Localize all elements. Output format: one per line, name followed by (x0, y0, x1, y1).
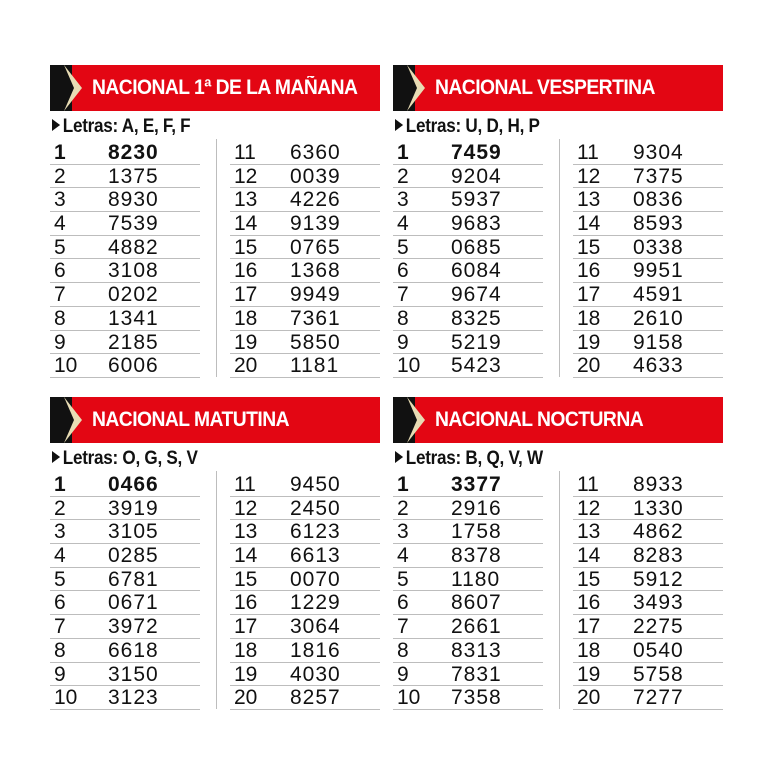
result-row (393, 639, 543, 663)
column-divider (216, 471, 217, 709)
panel-nacional-primera-manana (50, 65, 380, 385)
panel-header (50, 65, 380, 111)
winning-number: 7539 (108, 212, 159, 236)
result-row (230, 568, 380, 592)
result-row (393, 141, 543, 165)
result-row (50, 568, 200, 592)
chevron-inner (64, 65, 74, 111)
position-number: 1 (54, 473, 66, 496)
winning-number: 3972 (108, 615, 159, 639)
result-row (393, 283, 543, 307)
position-number: 9 (54, 662, 66, 686)
position-number: 19 (234, 330, 258, 354)
result-row (230, 236, 380, 260)
result-row (50, 544, 200, 568)
result-row (50, 259, 200, 283)
position-number: 14 (577, 212, 601, 236)
position-number: 5 (54, 567, 66, 591)
result-row (393, 615, 543, 639)
winning-number: 4030 (290, 662, 341, 686)
position-number: 11 (234, 141, 256, 164)
result-row (230, 259, 380, 283)
result-row (393, 520, 543, 544)
position-number: 17 (577, 615, 601, 639)
winning-number: 0338 (633, 235, 684, 259)
winning-number: 0466 (108, 473, 159, 496)
position-number: 5 (54, 235, 66, 259)
result-row (50, 236, 200, 260)
winning-number: 6360 (290, 141, 341, 164)
winning-number: 6618 (108, 638, 159, 662)
position-number: 13 (577, 520, 601, 544)
result-row (230, 307, 380, 331)
result-row (230, 615, 380, 639)
winning-number: 4862 (633, 520, 684, 544)
winning-number: 0671 (108, 591, 159, 615)
position-number: 2 (397, 164, 409, 188)
result-row (230, 165, 380, 189)
results-column (50, 141, 200, 378)
column-divider (559, 471, 560, 709)
result-row (230, 663, 380, 687)
letras-value: O, G, S, V (122, 448, 198, 469)
result-row (573, 615, 723, 639)
result-row (230, 639, 380, 663)
result-row (393, 473, 543, 497)
result-row (393, 188, 543, 212)
result-row (230, 354, 380, 378)
position-number: 17 (234, 283, 258, 307)
winning-number: 5423 (451, 354, 502, 378)
winning-number: 1375 (108, 164, 159, 188)
result-row (230, 473, 380, 497)
winning-number: 3108 (108, 259, 159, 283)
winning-number: 7459 (451, 141, 502, 164)
position-number: 1 (54, 141, 66, 164)
position-number: 11 (577, 473, 599, 496)
result-row (230, 141, 380, 165)
position-number: 13 (234, 188, 258, 212)
result-row (230, 283, 380, 307)
result-row (573, 165, 723, 189)
result-row (573, 212, 723, 236)
position-number: 18 (577, 306, 601, 330)
winning-number: 9204 (451, 164, 502, 188)
position-number: 16 (234, 591, 258, 615)
position-number: 18 (234, 306, 258, 330)
result-row (573, 686, 723, 710)
position-number: 9 (397, 662, 409, 686)
result-row (50, 354, 200, 378)
winning-number: 8933 (633, 473, 684, 496)
position-number: 8 (54, 306, 66, 330)
result-row (393, 686, 543, 710)
winning-number: 8607 (451, 591, 502, 615)
results-column (393, 141, 543, 378)
panel-nacional-vespertina (393, 65, 723, 385)
result-row (393, 497, 543, 521)
triangle-arrow-icon (52, 119, 60, 131)
result-row (573, 520, 723, 544)
result-row (573, 497, 723, 521)
triangle-arrow-icon (395, 451, 403, 463)
position-number: 5 (397, 235, 409, 259)
result-row (393, 259, 543, 283)
result-row (50, 663, 200, 687)
letras-label: Letras: (62, 116, 118, 137)
winning-number: 8325 (451, 306, 502, 330)
position-number: 10 (54, 354, 78, 378)
winning-number: 9674 (451, 283, 502, 307)
position-number: 13 (234, 520, 258, 544)
result-row (50, 283, 200, 307)
results-column (230, 473, 380, 710)
position-number: 3 (397, 188, 409, 212)
result-row (230, 497, 380, 521)
winning-number: 3123 (108, 686, 159, 710)
position-number: 6 (54, 259, 66, 283)
position-number: 20 (234, 354, 258, 378)
position-number: 20 (577, 686, 601, 710)
result-row (50, 473, 200, 497)
position-number: 4 (397, 544, 409, 568)
winning-number: 4591 (633, 283, 684, 307)
position-number: 12 (234, 496, 258, 520)
results-column (573, 473, 723, 710)
panel-title: NACIONAL VESPERTINA (435, 76, 655, 99)
result-row (230, 188, 380, 212)
letras-label: Letras: (405, 116, 461, 137)
winning-number: 1816 (290, 638, 341, 662)
winning-number: 7358 (451, 686, 502, 710)
position-number: 15 (577, 567, 601, 591)
result-row (573, 473, 723, 497)
result-row (230, 331, 380, 355)
result-row (573, 236, 723, 260)
position-number: 6 (54, 591, 66, 615)
winning-number: 3493 (633, 591, 684, 615)
result-row (393, 354, 543, 378)
position-number: 20 (577, 354, 601, 378)
position-number: 2 (54, 164, 66, 188)
result-row (573, 141, 723, 165)
winning-number: 1180 (451, 567, 501, 591)
position-number: 18 (577, 638, 601, 662)
panel-nacional-matutina (50, 397, 380, 717)
result-row (50, 212, 200, 236)
position-number: 14 (577, 544, 601, 568)
position-number: 7 (54, 615, 66, 639)
panel-title: NACIONAL MATUTINA (92, 408, 290, 431)
position-number: 7 (54, 283, 66, 307)
position-number: 8 (54, 638, 66, 662)
winning-number: 5937 (451, 188, 502, 212)
position-number: 15 (234, 235, 258, 259)
panel-header (393, 65, 723, 111)
triangle-arrow-icon (52, 451, 60, 463)
result-row (573, 639, 723, 663)
winning-number: 0765 (290, 235, 341, 259)
position-number: 2 (397, 496, 409, 520)
winning-number: 2185 (108, 330, 159, 354)
result-row (50, 686, 200, 710)
position-number: 12 (577, 496, 601, 520)
winning-number: 2916 (451, 496, 502, 520)
winning-number: 9304 (633, 141, 684, 164)
winning-number: 0070 (290, 567, 341, 591)
position-number: 1 (397, 141, 409, 164)
winning-number: 9139 (290, 212, 341, 236)
position-number: 17 (577, 283, 601, 307)
letras-line (52, 115, 190, 139)
winning-number: 9683 (451, 212, 502, 236)
position-number: 8 (397, 638, 409, 662)
result-row (50, 331, 200, 355)
result-row (393, 307, 543, 331)
position-number: 20 (234, 686, 258, 710)
result-row (50, 520, 200, 544)
winning-number: 5850 (290, 330, 341, 354)
result-row (50, 188, 200, 212)
result-row (50, 639, 200, 663)
result-row (393, 331, 543, 355)
result-row (393, 212, 543, 236)
letras-line (52, 447, 198, 471)
winning-number: 5758 (633, 662, 684, 686)
winning-number: 5219 (451, 330, 502, 354)
result-row (573, 544, 723, 568)
letras-value: A, E, F, F (121, 116, 191, 137)
result-row (230, 591, 380, 615)
winning-number: 0836 (633, 188, 684, 212)
result-row (393, 236, 543, 260)
result-row (573, 259, 723, 283)
results-column (50, 473, 200, 710)
letras-value: B, Q, V, W (465, 448, 543, 469)
result-row (50, 591, 200, 615)
position-number: 14 (234, 212, 258, 236)
winning-number: 6613 (290, 544, 341, 568)
position-number: 10 (397, 686, 421, 710)
result-row (230, 520, 380, 544)
position-number: 10 (54, 686, 78, 710)
position-number: 12 (234, 164, 258, 188)
winning-number: 0540 (633, 638, 684, 662)
winning-number: 7831 (451, 662, 502, 686)
winning-number: 8257 (290, 686, 341, 710)
result-row (50, 497, 200, 521)
winning-number: 7375 (633, 164, 684, 188)
result-row (393, 165, 543, 189)
winning-number: 8230 (108, 141, 159, 164)
position-number: 10 (397, 354, 421, 378)
position-number: 12 (577, 164, 601, 188)
chevron-inner (407, 397, 417, 443)
column-divider (559, 139, 560, 377)
results-column (230, 141, 380, 378)
position-number: 15 (234, 567, 258, 591)
chevron-inner (64, 397, 74, 443)
position-number: 7 (397, 283, 409, 307)
position-number: 3 (397, 520, 409, 544)
result-row (50, 307, 200, 331)
result-row (573, 307, 723, 331)
result-row (393, 544, 543, 568)
winning-number: 0685 (451, 235, 502, 259)
chevron-inner (407, 65, 417, 111)
winning-number: 6123 (290, 520, 341, 544)
panel-nacional-nocturna (393, 397, 723, 717)
position-number: 6 (397, 259, 409, 283)
letras-label: Letras: (405, 448, 461, 469)
result-row (573, 331, 723, 355)
position-number: 7 (397, 615, 409, 639)
winning-number: 5912 (633, 567, 684, 591)
panel-header (393, 397, 723, 443)
winning-number: 2450 (290, 496, 341, 520)
winning-number: 6084 (451, 259, 502, 283)
winning-number: 1758 (451, 520, 502, 544)
position-number: 11 (234, 473, 256, 496)
winning-number: 1368 (290, 259, 341, 283)
position-number: 19 (234, 662, 258, 686)
position-number: 15 (577, 235, 601, 259)
winning-number: 3377 (451, 473, 502, 496)
result-row (573, 188, 723, 212)
position-number: 9 (54, 330, 66, 354)
result-row (573, 568, 723, 592)
position-number: 6 (397, 591, 409, 615)
winning-number: 3064 (290, 615, 341, 639)
result-row (50, 141, 200, 165)
position-number: 4 (54, 544, 66, 568)
position-number: 13 (577, 188, 601, 212)
winning-number: 8593 (633, 212, 684, 236)
winning-number: 2610 (633, 306, 684, 330)
winning-number: 1341 (108, 306, 159, 330)
position-number: 2 (54, 496, 66, 520)
winning-number: 2661 (451, 615, 502, 639)
position-number: 3 (54, 188, 66, 212)
winning-number: 6781 (108, 567, 159, 591)
winning-number: 4882 (108, 235, 159, 259)
position-number: 5 (397, 567, 409, 591)
result-row (573, 283, 723, 307)
position-number: 4 (397, 212, 409, 236)
letras-line (395, 115, 540, 139)
letras-label: Letras: (62, 448, 118, 469)
winning-number: 8313 (451, 638, 502, 662)
result-row (230, 544, 380, 568)
winning-number: 4633 (633, 354, 684, 378)
winning-number: 0285 (108, 544, 159, 568)
result-row (573, 591, 723, 615)
winning-number: 1229 (290, 591, 341, 615)
position-number: 18 (234, 638, 258, 662)
result-row (393, 568, 543, 592)
result-row (230, 212, 380, 236)
winning-number: 9949 (290, 283, 341, 307)
winning-number: 3150 (108, 662, 159, 686)
letras-line (395, 447, 543, 471)
letras-value: U, D, H, P (465, 116, 540, 137)
position-number: 8 (397, 306, 409, 330)
winning-number: 1330 (633, 496, 684, 520)
triangle-arrow-icon (395, 119, 403, 131)
result-row (393, 591, 543, 615)
position-number: 3 (54, 520, 66, 544)
winning-number: 9951 (633, 259, 684, 283)
results-column (393, 473, 543, 710)
panel-title: NACIONAL 1ª DE LA MAÑANA (92, 76, 358, 99)
result-row (230, 686, 380, 710)
position-number: 16 (234, 259, 258, 283)
winning-number: 0039 (290, 164, 341, 188)
panel-header (50, 397, 380, 443)
panel-title: NACIONAL NOCTURNA (435, 408, 644, 431)
position-number: 9 (397, 330, 409, 354)
result-row (573, 354, 723, 378)
position-number: 17 (234, 615, 258, 639)
winning-number: 9158 (633, 330, 684, 354)
result-row (393, 663, 543, 687)
winning-number: 8283 (633, 544, 684, 568)
position-number: 14 (234, 544, 258, 568)
results-column (573, 141, 723, 378)
result-row (573, 663, 723, 687)
position-number: 19 (577, 330, 601, 354)
position-number: 19 (577, 662, 601, 686)
result-row (50, 165, 200, 189)
position-number: 4 (54, 212, 66, 236)
winning-number: 2275 (633, 615, 684, 639)
column-divider (216, 139, 217, 377)
winning-number: 6006 (108, 354, 159, 378)
winning-number: 7277 (633, 686, 684, 710)
winning-number: 3919 (108, 496, 159, 520)
winning-number: 0202 (108, 283, 159, 307)
position-number: 11 (577, 141, 599, 164)
winning-number: 3105 (108, 520, 159, 544)
winning-number: 8378 (451, 544, 502, 568)
winning-number: 8930 (108, 188, 159, 212)
winning-number: 9450 (290, 473, 341, 496)
position-number: 16 (577, 591, 601, 615)
winning-number: 1181 (290, 354, 340, 378)
result-row (50, 615, 200, 639)
position-number: 16 (577, 259, 601, 283)
winning-number: 7361 (290, 306, 341, 330)
winning-number: 4226 (290, 188, 341, 212)
position-number: 1 (397, 473, 409, 496)
